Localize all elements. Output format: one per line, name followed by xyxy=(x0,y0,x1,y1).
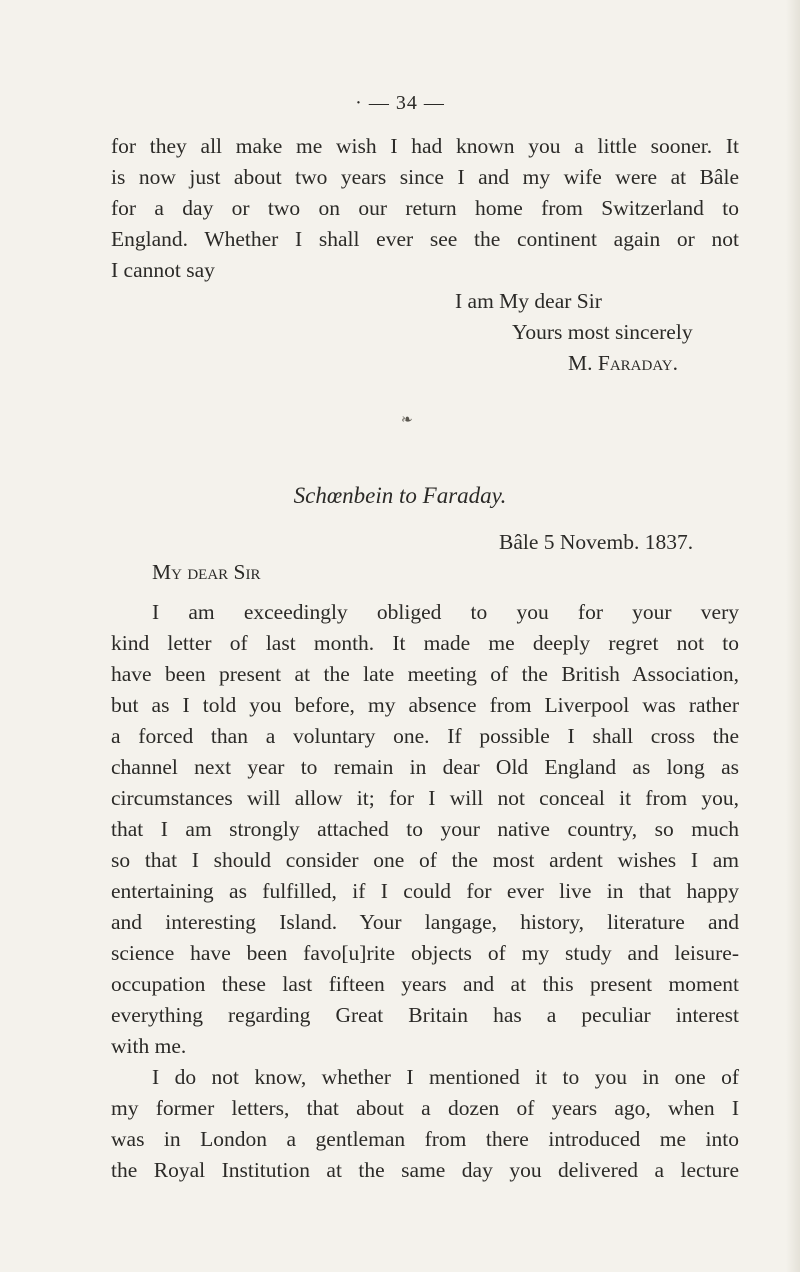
text-line: England. Whether I shall ever see the continent again or not xyxy=(111,227,739,251)
text-line: everything regarding Great Britain has a peculiar interest xyxy=(111,1003,739,1027)
text-line: entertaining as fulfilled, if I could for ever live in that happy xyxy=(111,879,739,903)
text-line: science have been favo[u]rite objects of my study and leisure- xyxy=(111,941,739,965)
text-line-last: with me. xyxy=(111,1034,187,1058)
text-line: for a day or two on our return home from Switzerland to xyxy=(111,196,739,220)
text-line: occupation these last fifteen years and at this present moment xyxy=(111,972,739,996)
page-edge-shadow xyxy=(786,0,800,1272)
text-line: a forced than a voluntary one. If possible I shall cross the xyxy=(111,724,739,748)
text-line: I am exceedingly obliged to you for your very xyxy=(152,600,739,624)
text-line: circumstances will allow it; for I will not conceal it from you, xyxy=(111,786,739,810)
closing-line: I am My dear Sir xyxy=(455,289,602,313)
letter-heading: Schœnbein to Faraday. xyxy=(293,483,507,508)
text-line: I do not know, whether I mentioned it to you in one of xyxy=(152,1065,739,1089)
text-line: and interesting Island. Your langage, history, literature and xyxy=(111,910,739,934)
page-number: · — 34 — xyxy=(355,92,445,114)
text-line-last: I cannot say xyxy=(111,258,215,282)
text-line: but as I told you before, my absence from Liverpool was rather xyxy=(111,693,739,717)
ornament-icon: ❧ xyxy=(401,413,413,428)
closing-line: Yours most sincerely xyxy=(512,320,693,344)
signature: M. Faraday. xyxy=(568,351,678,375)
text-line: so that I should consider one of the most ardent wishes I am xyxy=(111,848,739,872)
text-line: for they all make me wish I had known you a little sooner. It xyxy=(111,134,739,158)
salutation: My dear Sir xyxy=(152,560,261,584)
text-line: the Royal Institution at the same day you delivered a lecture xyxy=(111,1158,739,1182)
text-line: have been present at the late meeting of the British Association, xyxy=(111,662,739,686)
text-line: channel next year to remain in dear Old England as long as xyxy=(111,755,739,779)
text-line: was in London a gentleman from there introduced me into xyxy=(111,1127,739,1151)
text-line: kind letter of last month. It made me deeply regret not to xyxy=(111,631,739,655)
text-line: my former letters, that about a dozen of years ago, when I xyxy=(111,1096,739,1120)
dateline: Bâle 5 Novemb. 1837. xyxy=(499,530,694,554)
text-line: that I am strongly attached to your native country, so much xyxy=(111,817,739,841)
text-line: is now just about two years since I and my wife were at Bâle xyxy=(111,165,739,189)
